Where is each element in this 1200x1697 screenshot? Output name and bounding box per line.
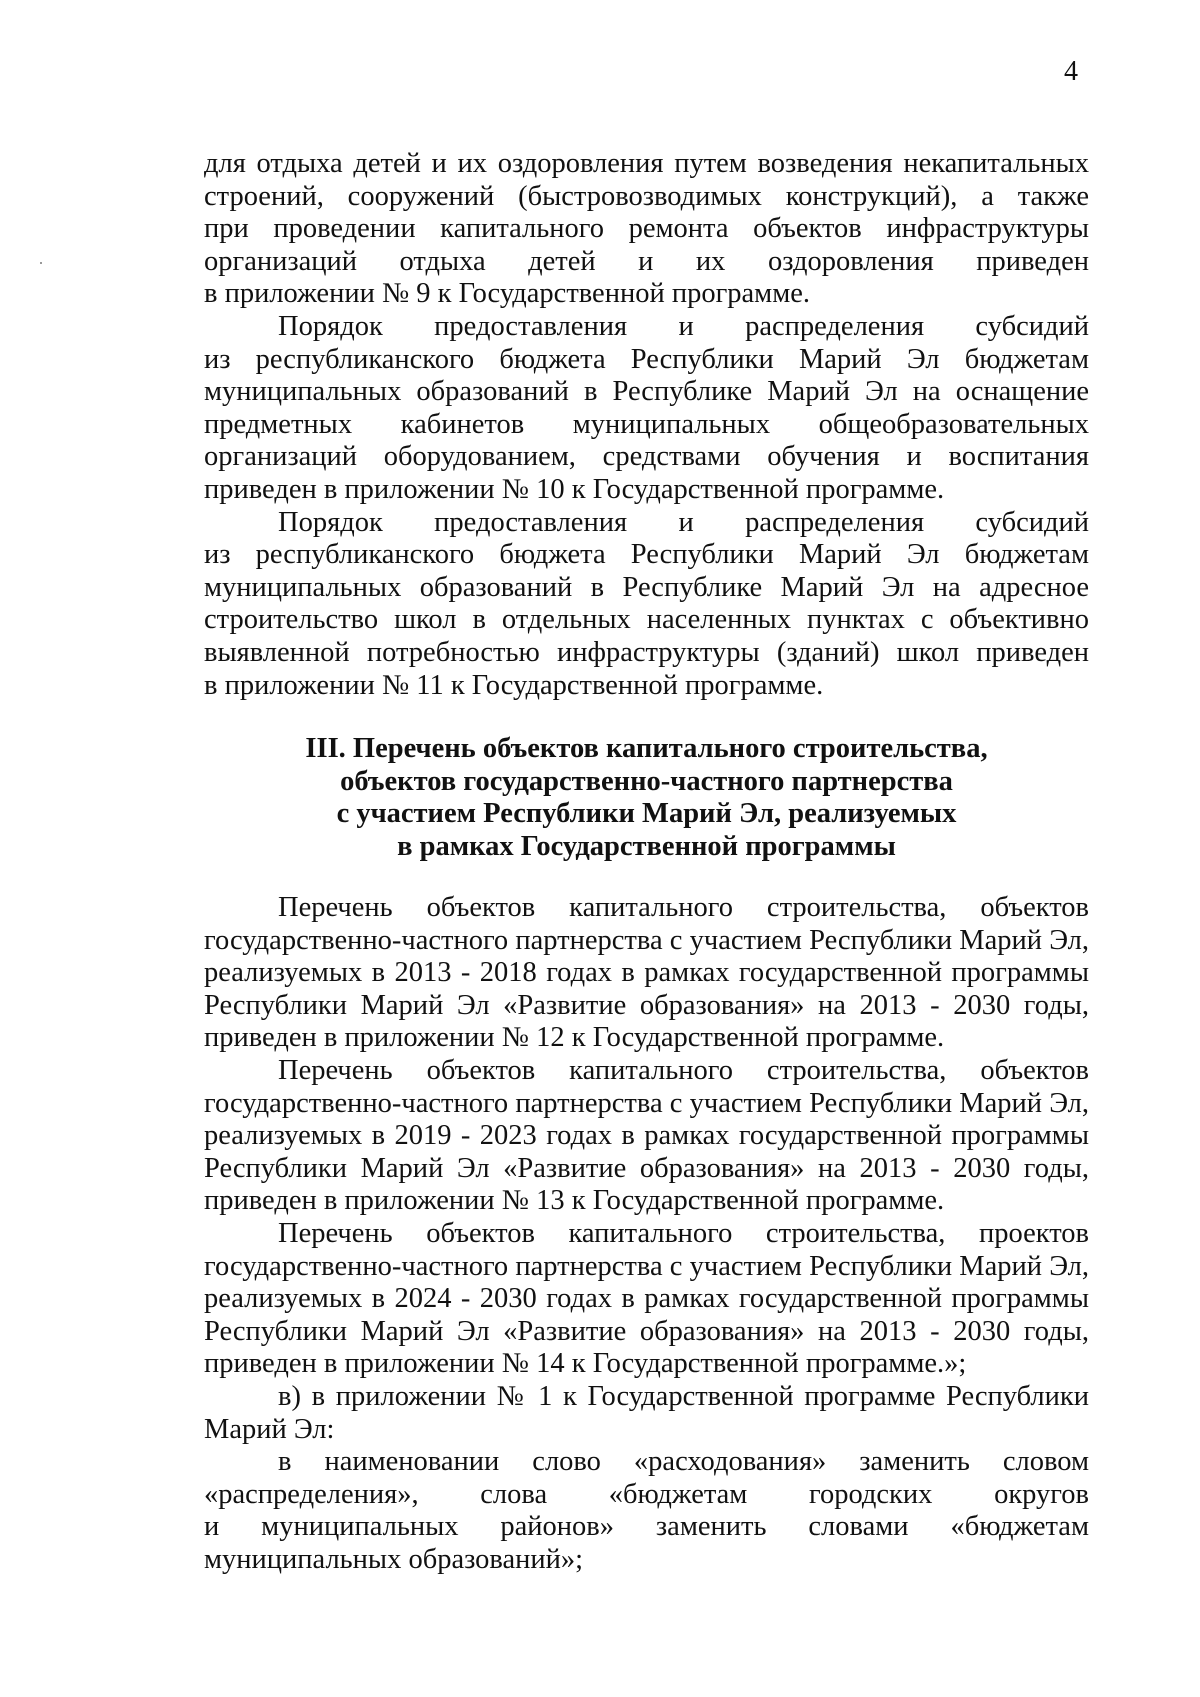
text-line: реализуемых в 2019 - 2023 годах в рамках государственной программы — [204, 1120, 1089, 1152]
text-line: в приложении № 11 к Государственной программе. — [204, 669, 824, 701]
text-line: государственно-частного партнерства с участием Республики Марий Эл, — [204, 1250, 1089, 1282]
text-line: Перечень объектов капитального строительства, проектов — [278, 1217, 1089, 1249]
body-text-bottom — [204, 892, 1089, 1576]
heading-line: с участием Республики Марий Эл, реализуемых — [336, 798, 957, 830]
text-line: в наименовании слово «расходования» заменить словом — [278, 1446, 1089, 1478]
text-line: для отдыха детей и их оздоровления путем возведения некапитальных — [204, 148, 1089, 179]
text-line: Марий Эл: — [204, 1413, 335, 1445]
heading-line: в рамках Государственной программы — [397, 830, 896, 862]
section-heading — [204, 733, 1089, 863]
text-line: приведен в приложении № 14 к Государственной программе.»; — [204, 1348, 967, 1380]
text-line: в приложении № 9 к Государственной программе. — [204, 278, 811, 310]
text-line: Порядок предоставления и распределения субсидий — [278, 310, 1089, 342]
text-line: из республиканского бюджета Республики Марий Эл бюджетам — [204, 539, 1089, 571]
text-line: муниципальных образований в Республике Марий Эл на оснащение — [204, 376, 1089, 408]
text-line: выявленной потребностью инфраструктуры (зданий) школ приведен — [204, 636, 1089, 668]
page-number: 4 — [1064, 56, 1078, 87]
scan-speck — [40, 262, 42, 264]
text-line: Республики Марий Эл «Развитие образования» на 2013 - 2030 годы, — [204, 1315, 1089, 1347]
text-line: Порядок предоставления и распределения субсидий — [278, 506, 1089, 538]
text-line: Перечень объектов капитального строительства, объектов — [278, 1054, 1089, 1086]
heading-line: III. Перечень объектов капитального строительства, — [305, 733, 988, 764]
text-line: приведен в приложении № 10 к Государственной программе. — [204, 473, 945, 505]
text-line: государственно-частного партнерства с участием Республики Марий Эл, — [204, 924, 1089, 956]
text-line: Республики Марий Эл «Развитие образования» на 2013 - 2030 годы, — [204, 989, 1089, 1021]
text-line: и муниципальных районов» заменить словами «бюджетам — [204, 1511, 1089, 1543]
text-line: организаций оборудованием, средствами обучения и воспитания — [204, 441, 1089, 473]
text-line: муниципальных образований»; — [204, 1543, 584, 1575]
text-line: реализуемых в 2013 - 2018 годах в рамках государственной программы — [204, 957, 1089, 989]
heading-line: объектов государственно-частного партнерства — [340, 765, 953, 797]
text-line: организаций отдыха детей и их оздоровления приведен — [204, 245, 1089, 277]
text-line: реализуемых в 2024 - 2030 годах в рамках государственной программы — [204, 1283, 1089, 1315]
text-line: строений, сооружений (быстровозводимых конструкций), а также — [204, 180, 1089, 212]
text-line: государственно-частного партнерства с участием Республики Марий Эл, — [204, 1087, 1089, 1119]
text-line: Республики Марий Эл «Развитие образования» на 2013 - 2030 годы, — [204, 1152, 1089, 1184]
text-line: из республиканского бюджета Республики Марий Эл бюджетам — [204, 343, 1089, 375]
text-line: приведен в приложении № 13 к Государственной программе. — [204, 1185, 945, 1217]
text-line: при проведении капитального ремонта объектов инфраструктуры — [204, 213, 1089, 245]
text-line: строительство школ в отдельных населенных пунктах с объективно — [204, 604, 1089, 636]
text-line: приведен в приложении № 12 к Государственной программе. — [204, 1022, 945, 1054]
text-line: муниципальных образований в Республике Марий Эл на адресное — [204, 571, 1089, 603]
text-line: «распределения», слова «бюджетам городских округов — [204, 1478, 1089, 1510]
text-line: предметных кабинетов муниципальных общеобразовательных — [204, 408, 1089, 440]
text-line: Перечень объектов капитального строительства, объектов — [278, 892, 1089, 923]
text-line: в) в приложении № 1 к Государственной программе Республики — [278, 1380, 1089, 1412]
body-text-top — [204, 148, 1089, 702]
